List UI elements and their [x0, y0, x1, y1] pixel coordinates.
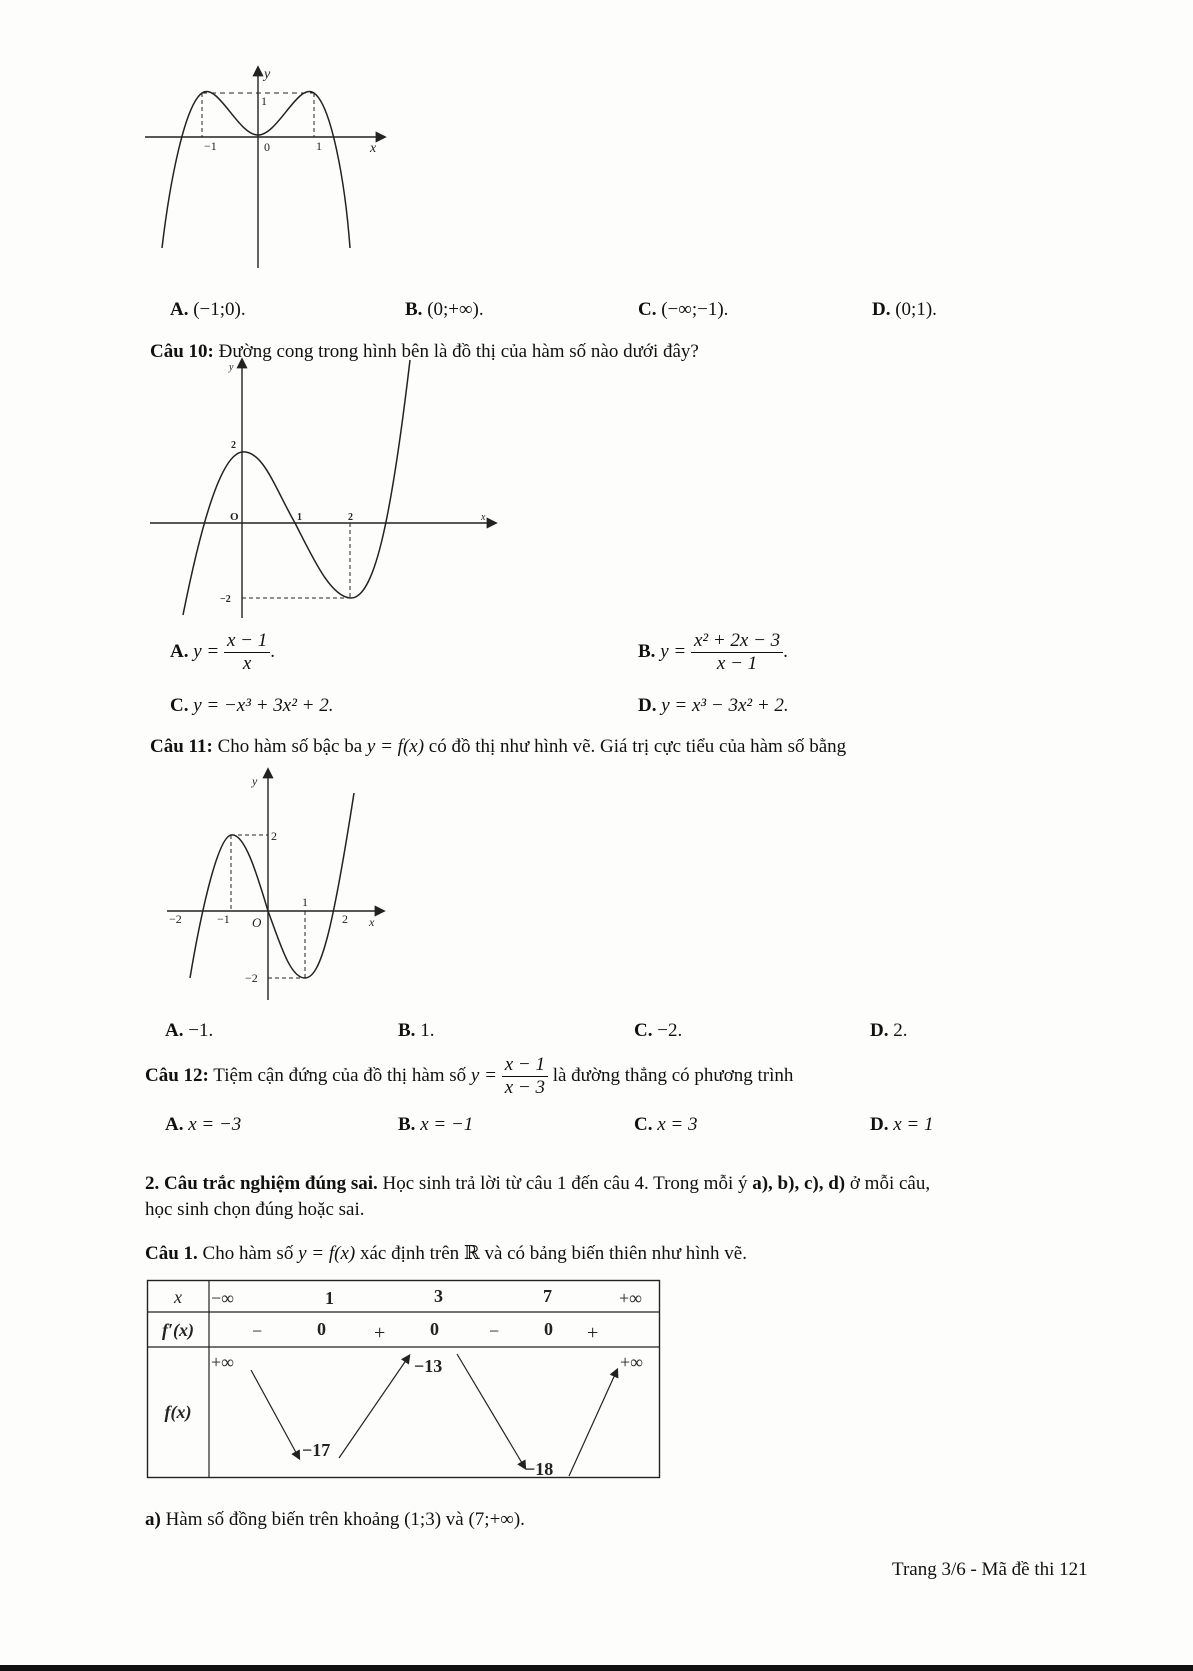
- table-f-label: f(x): [164, 1402, 192, 1422]
- fp-sign-3: −: [489, 1321, 500, 1341]
- f-val-left: +∞: [211, 1352, 234, 1372]
- q10-tick-neg2: −2: [220, 594, 231, 605]
- q11-tick-2y: 2: [271, 829, 277, 843]
- q11-y-label: y: [252, 774, 258, 788]
- x-val-1: 1: [325, 1288, 334, 1308]
- q11-tick-neg2x: −2: [169, 912, 182, 926]
- q11-tick-neg1: −1: [217, 912, 230, 926]
- x-val-7: 7: [543, 1286, 552, 1306]
- q12-option-d: D. x = 1: [870, 1114, 934, 1135]
- section2-line2: học sinh chọn đúng hoặc sai.: [145, 1199, 365, 1220]
- q9-tick-0: 0: [264, 140, 270, 154]
- fp-sign-2: +: [374, 1322, 386, 1344]
- page-footer: Trang 3/6 - Mã đề thi 121: [892, 1559, 1088, 1580]
- q10-question: Câu 10: Đường cong trong hình bên là đồ thị của hàm số nào dưới đây?: [150, 341, 699, 362]
- table-x-label: x: [174, 1287, 182, 1307]
- q9-option-b: B. (0;+∞).: [405, 299, 484, 320]
- section2-line1: 2. Câu trắc nghiệm đúng sai. Học sinh trả lời từ câu 1 đến câu 4. Trong mỗi ý a), b), c), d) ở mỗi câu,: [145, 1173, 931, 1194]
- q11-x-label: x: [369, 915, 375, 929]
- q9-graph: [140, 60, 400, 280]
- q9-y-label: y: [264, 67, 271, 82]
- x-val-pos-inf: +∞: [619, 1288, 642, 1308]
- q11-option-d: D. 2.: [870, 1020, 908, 1041]
- f-val-min2: −18: [525, 1459, 554, 1479]
- q1-statement-a: a) Hàm số đồng biến trên khoảng (1;3) và (7;+∞).: [145, 1509, 525, 1530]
- q11-graph: [165, 768, 395, 1008]
- q10-option-d: D. y = x³ − 3x² + 2.: [638, 695, 789, 716]
- q9-option-a: A. (−1;0).: [170, 299, 246, 320]
- q12-option-b: B. x = −1: [398, 1114, 474, 1135]
- q10-graph: [145, 360, 505, 620]
- q9-option-d: D. (0;1).: [872, 299, 937, 320]
- q11-option-c: C. −2.: [634, 1020, 683, 1041]
- x-val-3: 3: [434, 1286, 443, 1306]
- q11-question: Câu 11: Cho hàm số bậc ba y = f(x) có đồ thị như hình vẽ. Giá trị cực tiểu của hàm số bằng: [150, 736, 847, 757]
- fp-zero-3: 0: [544, 1319, 553, 1339]
- q12-question: Câu 12: Tiệm cận đứng của đồ thị hàm số y = $\frac{x - 1}{x - 3}$ là đường thẳng có phương trình: [145, 1054, 794, 1098]
- q10-x-label: x: [481, 512, 486, 523]
- fp-sign-1: −: [252, 1321, 263, 1341]
- q9-x-label: x: [370, 141, 377, 156]
- q9-tick-1y: 1: [261, 94, 267, 108]
- q11-tick-2x: 2: [342, 912, 348, 926]
- scan-bottom-edge: [0, 1665, 1193, 1671]
- q11-option-b: B. 1.: [398, 1020, 435, 1041]
- q10-option-b: B. y = $\frac{\text{x² + 2x − 3}}{x - 1}$ .: [638, 630, 788, 674]
- q11-option-a: A. −1.: [165, 1020, 214, 1041]
- q10-origin: O: [230, 511, 239, 523]
- x-val-neg-inf: −∞: [211, 1288, 234, 1308]
- q10-option-c: C. y = −x³ + 3x² + 2.: [170, 695, 334, 716]
- f-val-max: −13: [414, 1356, 443, 1376]
- q1-question: Câu 1. Cho hàm số y = f(x) xác định trên ℝ và có bảng biến thiên như hình vẽ.: [145, 1243, 747, 1264]
- table-fp-label: f′(x): [161, 1320, 195, 1340]
- q11-tick-neg2y: −2: [245, 971, 258, 985]
- q10-tick-2y: 2: [231, 440, 236, 451]
- q10-option-a: A. y = $\frac{x - 1}{x}$ .: [170, 630, 276, 674]
- variation-table: [147, 1280, 661, 1480]
- q10-y-label: y: [229, 362, 234, 373]
- f-val-right: +∞: [620, 1352, 643, 1372]
- q10-tick-2x: 2: [348, 512, 353, 523]
- q9-option-c: C. (−∞;−1).: [638, 299, 729, 320]
- q10-tick-1: 1: [297, 512, 302, 523]
- f-val-min1: −17: [302, 1440, 331, 1460]
- q11-origin: O: [252, 915, 262, 930]
- q12-option-c: C. x = 3: [634, 1114, 698, 1135]
- fp-zero-2: 0: [430, 1319, 439, 1339]
- q11-tick-1: 1: [302, 895, 308, 909]
- q9-tick-1x: 1: [316, 139, 322, 153]
- q12-option-a: A. x = −3: [165, 1114, 242, 1135]
- fp-sign-4: +: [587, 1322, 599, 1344]
- fp-zero-1: 0: [317, 1319, 326, 1339]
- q9-tick-neg1: −1: [204, 139, 217, 153]
